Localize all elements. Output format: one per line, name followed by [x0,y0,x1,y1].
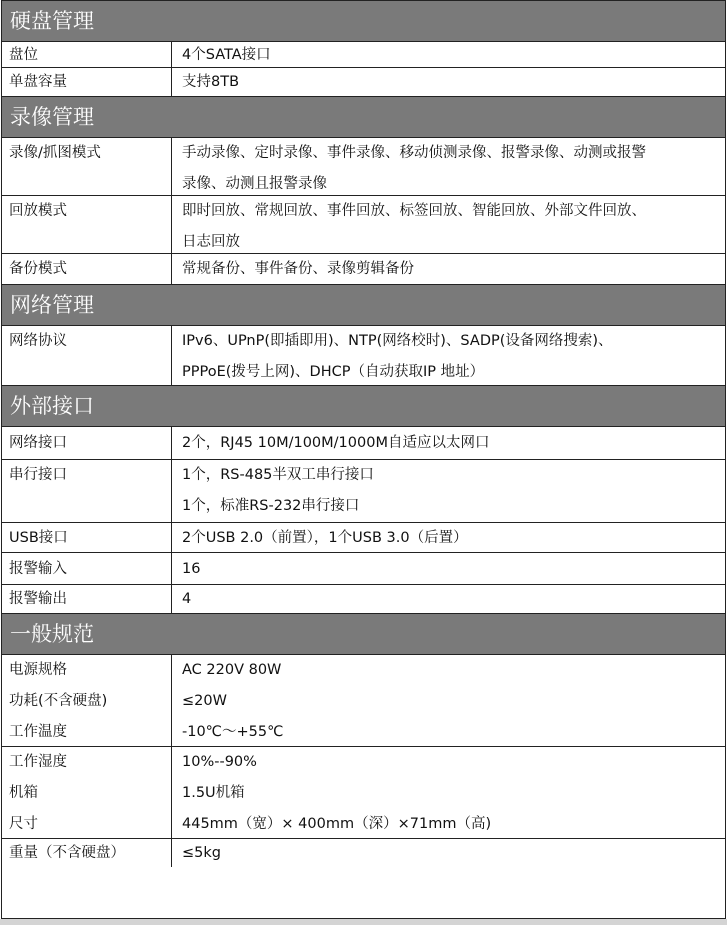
spec-row [2,42,725,68]
spec-value: 支持8TB [182,74,240,90]
spec-label: 串行接口 [9,467,67,483]
spec-label: 电源规格 [9,662,67,678]
spec-value-cell [173,427,725,459]
spec-value: 常规备份、事件备份、录像剪辑备份 [182,261,414,277]
spec-value-cell [173,460,725,522]
spec-value-cell [173,326,725,385]
spec-row [2,326,725,386]
spec-value: 1个，标准RS-232串行接口 [182,498,360,514]
spec-value-cell [173,655,725,746]
spec-row [2,138,725,196]
spec-label: 网络接口 [9,435,67,451]
spec-row [2,254,725,285]
spec-label: 回放模式 [9,203,67,219]
spec-row [2,747,725,839]
section-header: 外部接口 [2,386,725,427]
spec-value-cell [173,839,725,867]
spec-value: 2个，RJ45 10M/100M/1000M自适应以太网口 [182,435,490,451]
spec-value: ≤20W [182,693,227,709]
spec-value: 445mm（宽）× 400mm（深）×71mm（高) [182,816,492,832]
spec-row [2,523,725,553]
spec-value-cell [173,585,725,613]
spec-row [2,585,725,614]
section-header: 网络管理 [2,285,725,326]
spec-row [2,460,725,523]
spec-label-cell [2,254,172,284]
spec-value-cell [173,42,725,67]
spec-value: ≤5kg [182,845,221,861]
spec-label-cell [2,655,172,746]
spec-label-cell [2,427,172,459]
spec-label-cell [2,553,172,584]
spec-label-cell [2,460,172,522]
spec-value: 16 [182,561,201,577]
bottom-scroll-strip [0,919,727,925]
spec-value: 手动录像、定时录像、事件录像、移动侦测录像、报警录像、动测或报警 [182,145,646,161]
spec-label: 机箱 [9,785,38,801]
section-header: 录像管理 [2,97,725,138]
spec-value-cell [173,254,725,284]
spec-value: 4个SATA接口 [182,47,271,63]
spec-label: 报警输入 [9,561,67,577]
spec-label-cell [2,196,172,253]
spec-value: 10%--90% [182,754,257,770]
spec-value: -10℃～+55℃ [182,724,284,740]
spec-value: 录像、动测且报警录像 [182,176,327,192]
spec-label: 盘位 [9,47,38,63]
spec-table [1,0,726,919]
spec-value: 1个，RS-485半双工串行接口 [182,467,374,483]
spec-label: 工作湿度 [9,754,67,770]
spec-row [2,553,725,585]
spec-label-cell [2,839,172,867]
spec-value: IPv6、UPnP(即插即用)、NTP(网络校时)、SADP(设备网络搜索)、 [182,333,613,349]
spec-row [2,427,725,460]
spec-value-cell [173,523,725,552]
spec-row [2,68,725,97]
spec-label-cell [2,326,172,385]
spec-row [2,655,725,747]
spec-label: USB接口 [9,530,68,546]
spec-label: 重量（不含硬盘） [9,845,125,861]
spec-label-cell [2,138,172,195]
spec-value: 2个USB 2.0（前置），1个USB 3.0（后置） [182,530,468,546]
spec-label: 尺寸 [9,816,38,832]
spec-label-cell [2,747,172,838]
spec-value: 即时回放、常规回放、事件回放、标签回放、智能回放、外部文件回放、 [182,203,646,219]
spec-row [2,196,725,254]
spec-value: PPPoE(拨号上网)、DHCP（自动获取IP 地址） [182,364,485,380]
section-header: 硬盘管理 [2,1,725,42]
spec-value: AC 220V 80W [182,662,282,678]
spec-label: 功耗(不含硬盘) [9,693,108,709]
spec-label-cell [2,42,172,67]
spec-value: 4 [182,591,192,607]
spec-label: 录像/抓图模式 [9,145,101,161]
spec-value-cell [173,553,725,584]
spec-value: 1.5U机箱 [182,785,245,801]
spec-label: 备份模式 [9,261,67,277]
spec-row [2,839,725,867]
spec-value: 日志回放 [182,234,240,250]
spec-label: 网络协议 [9,333,67,349]
spec-label-cell [2,523,172,552]
section-header: 一般规范 [2,614,725,655]
spec-label: 报警输出 [9,591,67,607]
spec-value-cell [173,747,725,838]
spec-label: 单盘容量 [9,74,67,90]
spec-label-cell [2,585,172,613]
spec-label-cell [2,68,172,96]
spec-value-cell [173,68,725,96]
spec-value-cell [173,138,725,195]
spec-label: 工作温度 [9,724,67,740]
spec-value-cell [173,196,725,253]
